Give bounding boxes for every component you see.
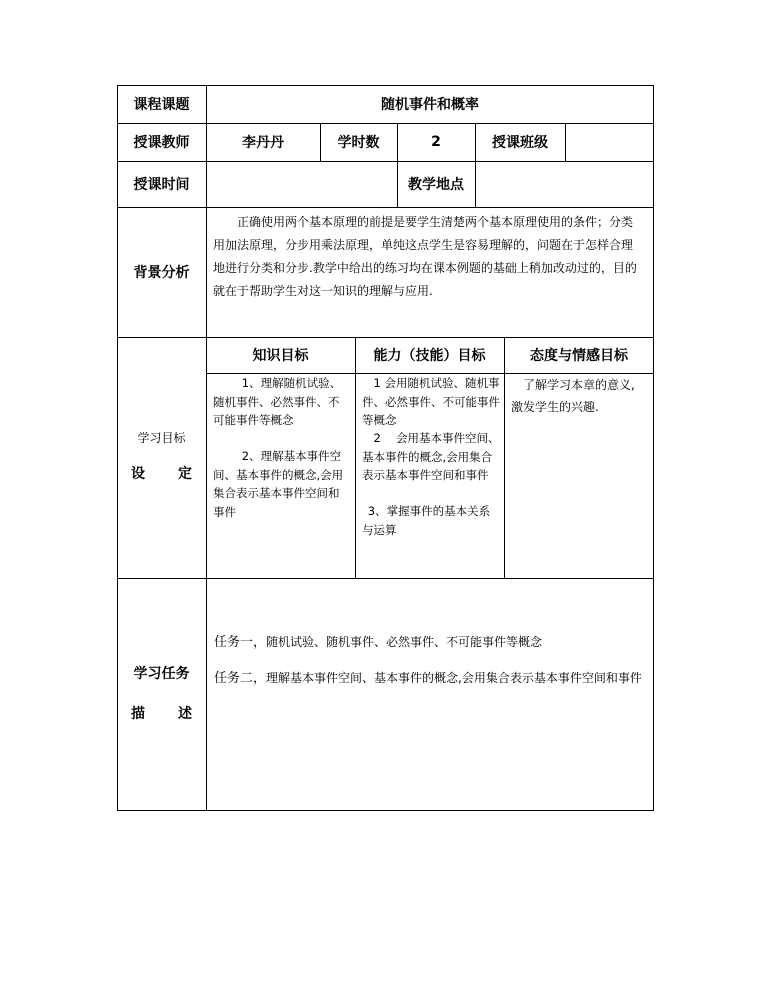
col-divider bbox=[355, 337, 356, 578]
task-2-text: 理解基本事件空间、基本事件的概念,会用集合表示基本事件空间和事件 bbox=[266, 671, 642, 685]
background-text: 正确使用两个基本原理的前提是要学生清楚两个基本原理使用的条件；分类用加法原理，分步用乘法原理，单纯这点学生是容易理解的，问题在于怎样合理地进行分类和分步.教学中给出的练习均在课本例题的基础上稍加改动过的，目的就在于帮助学生对这一知识的理解与应用. bbox=[213, 215, 637, 298]
ability-header: 能力（技能）目标 bbox=[373, 348, 486, 364]
time-value bbox=[206, 161, 397, 207]
task-2-label: 任务二， bbox=[214, 671, 267, 686]
hours-label: 学时数 bbox=[337, 135, 380, 151]
row-divider bbox=[117, 578, 654, 579]
background-label: 背景分析 bbox=[133, 265, 190, 281]
task-2 bbox=[214, 665, 644, 692]
class-label: 授课班级 bbox=[492, 135, 548, 151]
lesson-plan-table bbox=[117, 85, 654, 811]
place-value bbox=[475, 161, 654, 207]
teacher-value: 李丹丹 bbox=[242, 135, 284, 151]
attitude-item-1: 了解学习本章的意义,激发学生的兴趣. bbox=[511, 378, 635, 414]
ability-item-1: 1 会用随机试验、随机事件、必然事件、不可能事件等概念 bbox=[362, 376, 500, 427]
topic-label: 课程课题 bbox=[133, 97, 190, 113]
class-value bbox=[565, 123, 654, 161]
knowledge-item-2: 2、理解基本事件空间、基本事件的概念,会用集合表示基本事件空间和事件 bbox=[213, 449, 344, 519]
col-divider bbox=[504, 337, 505, 578]
goals-label-bottom-1: 设 bbox=[131, 466, 145, 482]
task-1-label: 任务一， bbox=[214, 635, 267, 650]
attitude-header: 态度与情感目标 bbox=[530, 348, 628, 364]
place-label: 教学地点 bbox=[408, 177, 464, 193]
goals-label-bottom-2: 定 bbox=[178, 466, 192, 482]
time-label: 授课时间 bbox=[133, 177, 190, 193]
knowledge-item-1: 1、理解随机试验、随机事件、必然事件、不可能事件等概念 bbox=[213, 376, 342, 427]
teacher-label: 授课教师 bbox=[133, 135, 190, 151]
tasks-label-bottom-1: 描 bbox=[131, 706, 145, 722]
tasks-label-bottom-2: 述 bbox=[178, 706, 192, 722]
ability-item-3: 3、掌握事件的基本关系与运算 bbox=[362, 504, 491, 537]
goals-label-top: 学习目标 bbox=[137, 431, 186, 445]
tasks-label-top: 学习任务 bbox=[133, 666, 190, 682]
topic-value: 随机事件和概率 bbox=[381, 97, 479, 113]
task-1 bbox=[214, 631, 644, 654]
hours-value: 2 bbox=[431, 134, 441, 150]
ability-item-2: 2 会用基本事件空间、基本事件的概念,会用集合表示基本事件空间和事件 bbox=[362, 431, 500, 482]
task-1-text: 随机试验、随机事件、必然事件、不可能事件等概念 bbox=[266, 635, 543, 649]
knowledge-header: 知识目标 bbox=[252, 348, 309, 364]
